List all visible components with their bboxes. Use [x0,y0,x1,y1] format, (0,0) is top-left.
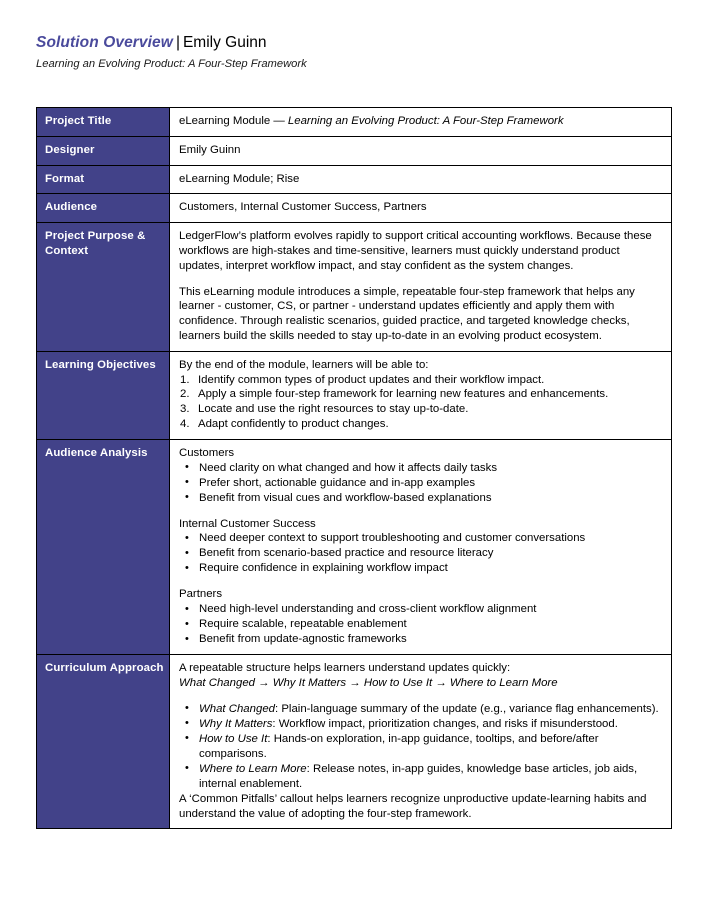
row-value-audience-analysis [170,439,672,654]
audience-group-heading: Internal Customer Success [179,517,316,530]
row-label-learning-objectives: Learning Objectives [37,351,170,439]
audience-group-bullets [179,531,663,576]
list-item: • Benefit from scenario-based practice and resource literacy [179,546,663,561]
list-item [179,702,663,717]
page-subtitle: Learning an Evolving Product: A Four-Step Framework [36,58,307,70]
row-value-project-title [170,108,672,137]
row-label-project-title: Project Title [37,108,170,137]
list-item [179,762,663,792]
bullet-rest: : Workflow impact, prioritization changes, and risks if misunderstood. [272,717,618,730]
list-item: • Need deeper context to support troubleshooting and customer conversations [179,531,663,546]
list-item [179,717,663,732]
learning-objectives-lead: By the end of the module, learners will be able to: [179,358,429,371]
spacer [179,691,663,702]
curriculum-flow: What Changed → Why It Matters → How to Use It → Where to Learn More [179,676,558,689]
list-item [179,387,663,402]
list-item-number: 1. [180,373,190,386]
bullet-rest: : Hands-on exploration, in-app guidance, tooltips, and before/after comparisons. [199,732,599,760]
curriculum-lead: A repeatable structure helps learners understand updates quickly: [179,662,511,675]
title-separator: | [175,34,180,51]
document-header [36,33,676,71]
row-value-audience: Customers, Internal Customer Success, Partners [170,194,672,223]
project-purpose-paragraph-1: LedgerFlow’s platform evolves rapidly to support critical accounting workflows. Because these workflows are high-stakes and time-sensitive, learners must quickly understand product updates, interpret workflow impact, and stay confident as the system changes. [179,230,652,272]
row-label-designer: Designer [37,136,170,165]
project-title-plain: eLearning Module — [179,115,288,127]
table-row-format [37,165,672,194]
list-item: • Need clarity on what changed and how it affects daily tasks [179,461,663,476]
bullet-term: How to Use It [199,732,268,745]
list-item-number: 4. [180,417,190,430]
solution-overview-table [36,107,672,829]
row-value-format: eLearning Module; Rise [170,165,672,194]
table-row-project-title [37,108,672,137]
table-row-project-purpose [37,223,672,352]
page-title [36,33,676,52]
table-row-curriculum-approach [37,655,672,829]
audience-group-customers [179,446,663,506]
list-item: • Require confidence in explaining workflow impact [179,561,663,576]
list-item [179,732,663,762]
curriculum-closing: A ‘Common Pitfalls’ callout helps learners recognize unproductive update-learning habits and understand the value of adopting the four-step framework. [179,792,647,820]
list-item [179,417,663,432]
bullet-rest: : Release notes, in-app guides, knowledge base articles, job aids, internal enablement. [199,762,638,790]
row-label-project-purpose: Project Purpose & Context [37,223,170,352]
row-value-learning-objectives [170,351,672,439]
row-value-curriculum-approach [170,655,672,829]
audience-group-bullets [179,461,663,506]
audience-group-bullets [179,602,663,647]
list-item: • Require scalable, repeatable enablement [179,617,663,632]
row-label-curriculum-approach: Curriculum Approach [37,655,170,829]
page-title-main: Solution Overview [36,34,173,51]
list-item: • Need high-level understanding and cross-client workflow alignment [179,602,663,617]
learning-objectives-list [179,373,663,432]
bullet-term: Why It Matters [199,717,273,730]
list-item-text: Identify common types of product updates and their workflow impact. [198,373,545,386]
list-item-number: 2. [180,388,190,401]
table-row-audience-analysis [37,439,672,654]
bullet-term: What Changed [199,702,275,715]
list-item [179,373,663,388]
row-value-project-purpose [170,223,672,352]
list-item-text: Locate and use the right resources to stay up-to-date. [198,403,469,416]
audience-group-partners [179,587,663,647]
list-item-number: 3. [180,403,190,416]
row-label-audience: Audience [37,194,170,223]
list-item-text: Adapt confidently to product changes. [198,417,389,430]
table-row-learning-objectives [37,351,672,439]
table-row-designer [37,136,672,165]
list-item: • Benefit from update-agnostic frameworks [179,632,663,647]
project-purpose-paragraph-2: This eLearning module introduces a simple, repeatable four-step framework that helps any learner - customer, CS, or partner - understand updates efficiently and apply them with confidence. Through realistic scenarios, guided practice, and targeted knowledge checks, learners build the skills needed to stay up-to-date in an evolving product ecosystem. [179,285,635,342]
curriculum-bullets [179,702,663,792]
audience-group-heading: Customers [179,446,235,459]
audience-group-heading: Partners [179,588,223,601]
row-label-format: Format [37,165,170,194]
bullet-rest: : Plain-language summary of the update (e.g., variance flag enhancements). [275,702,659,715]
audience-group-internal-customer-success [179,517,663,577]
list-item [179,402,663,417]
list-item: • Prefer short, actionable guidance and in-app examples [179,476,663,491]
page-title-author: Emily Guinn [182,34,267,51]
table-row-audience [37,194,672,223]
project-title-italic: Learning an Evolving Product: A Four-Step Framework [287,115,564,127]
row-value-designer: Emily Guinn [170,136,672,165]
list-item-text: Apply a simple four-step framework for learning new features and enhancements. [198,388,609,401]
row-label-audience-analysis: Audience Analysis [37,439,170,654]
bullet-term: Where to Learn More [199,762,307,775]
list-item: • Benefit from visual cues and workflow-based explanations [179,491,663,506]
